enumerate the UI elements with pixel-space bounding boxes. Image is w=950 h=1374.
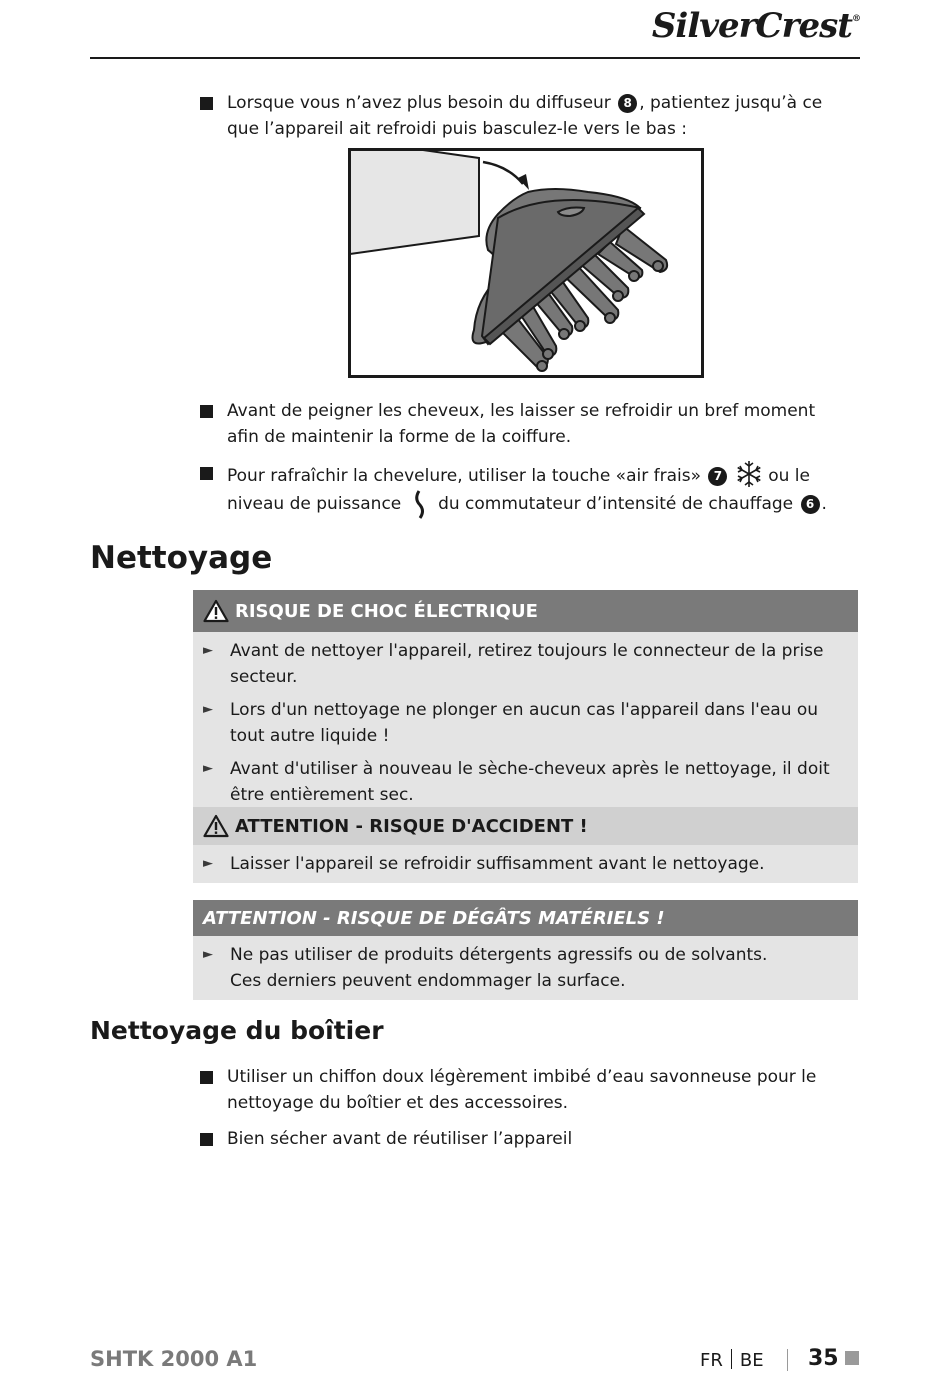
- warning-electric-header: [193, 590, 858, 632]
- warning-triangle-icon: [203, 814, 229, 838]
- bullet-diffuser: [200, 90, 850, 142]
- bullet-dry: [200, 1126, 850, 1152]
- bullet-text: Utiliser un chiffon doux légèrement imbibé d’eau savonneuse pour le nettoyage du boîtier et des accessoires.: [227, 1067, 817, 1113]
- ref-number: 8: [618, 94, 637, 113]
- warning-item: ► Ne pas utiliser de produits détergents agressifs ou de solvants. Ces derniers peuvent endommager la surface.: [203, 942, 848, 994]
- bullet-square: [200, 1071, 213, 1084]
- bullet-square: [200, 1133, 213, 1146]
- warning-damage-box: [193, 900, 858, 1000]
- bullet-cloth: [200, 1064, 850, 1116]
- ref-number: 6: [801, 495, 820, 514]
- arrow-bullet-icon: ►: [203, 856, 213, 871]
- warning-damage-body: [193, 936, 858, 1000]
- snowflake-icon: [735, 460, 763, 488]
- arrow-bullet-icon: ►: [203, 702, 213, 717]
- warning-electric-box: [193, 590, 858, 819]
- arrow-bullet-icon: ►: [203, 643, 213, 658]
- bullet-text: Pour rafraîchir la chevelure, utiliser la touche «air frais» 7 ou le niveau de puissance du commutateur d’intensité de chauffage 6 .: [227, 460, 850, 519]
- footer-square: [845, 1351, 859, 1365]
- footer-model: SHTK 2000 A1: [90, 1347, 258, 1371]
- warning-title: ATTENTION - RISQUE D'ACCIDENT !: [235, 815, 588, 837]
- bullet-text: Lorsque vous n’avez plus besoin du diffuseur 8 , patientez jusqu’à ce que l’appareil ait refroidi puis basculez-le vers le bas :: [227, 93, 823, 139]
- diffuser-illustration: [348, 148, 704, 378]
- footer-language: FR BE: [700, 1350, 764, 1371]
- bullet-text: Bien sécher avant de réutiliser l’appareil: [227, 1129, 573, 1149]
- bullet-square: [200, 467, 213, 480]
- warning-damage-header: [193, 900, 858, 936]
- warning-electric-body: [193, 632, 858, 819]
- warning-accident-box: [193, 807, 858, 883]
- page-number: 35: [808, 1346, 839, 1371]
- bullet-comb: [200, 398, 850, 450]
- bullet-text: Avant de peigner les cheveux, les laisser se refroidir un bref moment afin de maintenir la forme de la coiffure.: [227, 401, 816, 447]
- bullet-square: [200, 97, 213, 110]
- warning-triangle-icon: [203, 599, 229, 623]
- arrow-bullet-icon: ►: [203, 947, 213, 962]
- heat-level-icon: [407, 489, 433, 519]
- warning-accident-header: [193, 807, 858, 845]
- bullet-cool-air: [200, 460, 850, 519]
- footer-separator: [787, 1349, 788, 1371]
- warning-item: ► Laisser l'appareil se refroidir suffisamment avant le nettoyage.: [203, 851, 848, 877]
- dryer-nozzle-shape: [350, 150, 479, 254]
- header-rule: [90, 57, 860, 59]
- warning-accident-body: [193, 845, 858, 883]
- subsection-title: Nettoyage du boîtier: [90, 1016, 384, 1045]
- brand-logo: SilverCrest®: [651, 6, 860, 46]
- arrow-bullet-icon: ►: [203, 761, 213, 776]
- section-title: Nettoyage: [90, 540, 273, 576]
- warning-item: ► Avant de nettoyer l'appareil, retirez toujours le connecteur de la prise secteur.: [203, 638, 848, 690]
- warning-item: ► Avant d'utiliser à nouveau le sèche-cheveux après le nettoyage, il doit être entièrement sec.: [203, 756, 848, 808]
- warning-title: RISQUE DE CHOC ÉLECTRIQUE: [235, 600, 538, 622]
- warning-title: ATTENTION - RISQUE DE DÉGÂTS MATÉRIELS !: [203, 907, 665, 929]
- warning-item: ► Lors d'un nettoyage ne plonger en aucun cas l'appareil dans l'eau ou tout autre liquide !: [203, 697, 848, 749]
- bullet-square: [200, 405, 213, 418]
- ref-number: 7: [708, 467, 727, 486]
